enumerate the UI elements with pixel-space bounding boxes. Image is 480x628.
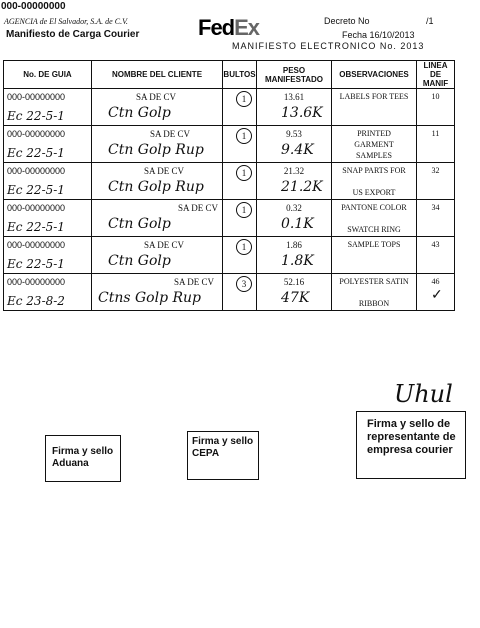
header-guia: No. DE GUIA	[4, 61, 92, 89]
obs-cell	[332, 126, 417, 163]
client-handwritten: Ctns Golp Rup	[98, 290, 202, 306]
guia-handwritten: Ec 23-8-2	[7, 294, 65, 308]
peso-value: 13.61	[283, 92, 305, 102]
linea-value: 34	[431, 203, 440, 212]
client-name: SA DE CV	[150, 129, 191, 139]
cepa-label-line: CEPA	[192, 448, 220, 459]
checkmark-icon: ✓	[431, 286, 443, 302]
decree-label: Decreto No	[324, 16, 370, 26]
peso-handwritten: 1.8K	[281, 253, 314, 269]
client-cell	[92, 274, 223, 311]
peso-value: 0.32	[286, 203, 302, 213]
guia-cell	[4, 237, 92, 274]
client-handwritten: Ctn Golp	[108, 253, 171, 269]
electronic-manifest-number: MANIFIESTO ELECTRONICO No. 2013	[232, 41, 425, 51]
header-peso: PESO MANIFESTADO	[257, 61, 332, 89]
table-row	[4, 89, 455, 126]
obs-cell	[332, 237, 417, 274]
aduana-label-line: Firma y sello	[52, 446, 114, 457]
table-row	[4, 126, 455, 163]
obs-line: LABELS FOR TEES	[339, 92, 409, 101]
client-cell	[92, 89, 223, 126]
guia-number: 000-00000000	[7, 277, 66, 287]
obs-cell	[332, 274, 417, 311]
header-bultos: BULTOS	[223, 61, 257, 89]
aduana-label-line: Aduana	[52, 458, 89, 469]
header-observaciones: OBSERVACIONES	[332, 61, 417, 89]
table-row	[4, 163, 455, 200]
peso-handwritten: 21.2K	[281, 179, 323, 195]
guia-cell	[4, 274, 92, 311]
linea-value: 10	[431, 92, 440, 101]
client-handwritten: Ctn Golp Rup	[108, 142, 204, 158]
guia-number: 000-00000000	[7, 166, 66, 176]
bultos-cell	[223, 274, 257, 311]
guia-handwritten: Ec 22-5-1	[7, 257, 65, 271]
client-cell	[92, 163, 223, 200]
linea-cell	[417, 126, 455, 163]
peso-handwritten: 13.6K	[281, 105, 323, 121]
bultos-cell	[223, 89, 257, 126]
client-cell	[92, 126, 223, 163]
table-header-row	[4, 61, 455, 89]
peso-cell	[257, 89, 332, 126]
peso-value: 52.16	[283, 277, 305, 287]
obs-line: PRINTED	[357, 129, 391, 138]
table-row	[4, 274, 455, 311]
company-name: AGENCIA de El Salvador, S.A. de C.V.	[4, 17, 128, 26]
obs-line: US EXPORT	[352, 188, 396, 197]
courier-label-line: Firma y sello de	[367, 418, 451, 430]
bultos-count: 1	[236, 128, 252, 144]
obs-line: PANTONE COLOR	[341, 203, 407, 212]
client-handwritten: Ctn Golp	[108, 105, 171, 121]
linea-cell	[417, 200, 455, 237]
top-guide-number: 000-00000000	[1, 1, 66, 12]
bultos-count: 1	[236, 202, 252, 218]
handwritten-signature: Uhul	[394, 380, 453, 408]
aduana-signature-box	[45, 435, 121, 482]
bultos-count: 1	[236, 165, 252, 181]
client-handwritten: Ctn Golp Rup	[108, 179, 204, 195]
guia-cell	[4, 163, 92, 200]
peso-cell	[257, 163, 332, 200]
obs-line: SNAP PARTS FOR	[342, 166, 406, 175]
guia-cell	[4, 200, 92, 237]
bultos-count: 1	[236, 91, 252, 107]
table-row	[4, 237, 455, 274]
obs-line: SAMPLES	[355, 151, 392, 160]
decree-value: /1	[426, 16, 434, 26]
linea-cell	[417, 274, 455, 311]
obs-line: GARMENT	[354, 140, 394, 149]
client-cell	[92, 237, 223, 274]
guia-cell	[4, 126, 92, 163]
logo-fed: Fed	[198, 15, 235, 40]
peso-handwritten: 0.1K	[281, 216, 314, 232]
manifest-title: Manifiesto de Carga Courier	[6, 29, 140, 40]
manifest-table	[3, 60, 455, 311]
bultos-count: 3	[236, 276, 252, 292]
peso-handwritten: 47K	[281, 290, 310, 306]
peso-value: 9.53	[286, 129, 302, 139]
cepa-label-line: Firma y sello	[192, 436, 254, 447]
client-handwritten: Ctn Golp	[108, 216, 171, 232]
bultos-count: 1	[236, 239, 252, 255]
bultos-cell	[223, 126, 257, 163]
linea-cell	[417, 163, 455, 200]
cepa-signature-box	[187, 431, 259, 480]
bultos-cell	[223, 163, 257, 200]
linea-value: 11	[431, 129, 440, 138]
peso-handwritten: 9.4K	[281, 142, 314, 158]
client-name: SA DE CV	[136, 92, 177, 102]
peso-cell	[257, 237, 332, 274]
linea-value: 43	[431, 240, 440, 249]
bultos-cell	[223, 237, 257, 274]
header-cliente: NOMBRE DEL CLIENTE	[92, 61, 223, 89]
peso-cell	[257, 126, 332, 163]
client-name: SA DE CV	[144, 240, 185, 250]
linea-cell	[417, 89, 455, 126]
peso-value: 1.86	[286, 240, 302, 250]
client-name: SA DE CV	[144, 166, 185, 176]
guia-handwritten: Ec 22-5-1	[7, 109, 65, 123]
peso-cell	[257, 200, 332, 237]
guia-handwritten: Ec 22-5-1	[7, 220, 65, 234]
obs-cell	[332, 89, 417, 126]
table-row	[4, 200, 455, 237]
obs-line: SWATCH RING	[347, 225, 401, 234]
obs-cell	[332, 163, 417, 200]
client-cell	[92, 200, 223, 237]
guia-handwritten: Ec 22-5-1	[7, 146, 65, 160]
bultos-cell	[223, 200, 257, 237]
manifest-date: Fecha 16/10/2013	[342, 30, 415, 40]
client-name: SA DE CV	[178, 203, 219, 213]
courier-label-line: empresa courier	[367, 444, 453, 456]
courier-label-line: representante de	[367, 431, 456, 443]
guia-number: 000-00000000	[7, 129, 66, 139]
linea-value: 32	[431, 166, 440, 175]
obs-line: POLYESTER SATIN	[339, 277, 409, 286]
guia-number: 000-00000000	[7, 203, 66, 213]
linea-cell	[417, 237, 455, 274]
guia-handwritten: Ec 22-5-1	[7, 183, 65, 197]
peso-cell	[257, 274, 332, 311]
fedex-logo	[198, 15, 259, 41]
logo-ex: Ex	[234, 15, 260, 40]
courier-signature-box	[356, 411, 466, 479]
obs-line: SAMPLE TOPS	[347, 240, 401, 249]
guia-number: 000-00000000	[7, 240, 66, 250]
obs-cell	[332, 200, 417, 237]
linea-value: 46	[431, 277, 440, 286]
header-linea: LINEA DE MANIF	[417, 61, 455, 89]
peso-value: 21.32	[283, 166, 305, 176]
guia-number: 000-00000000	[7, 92, 66, 102]
guia-cell	[4, 89, 92, 126]
client-name: SA DE CV	[174, 277, 215, 287]
obs-line: RIBBON	[358, 299, 390, 308]
